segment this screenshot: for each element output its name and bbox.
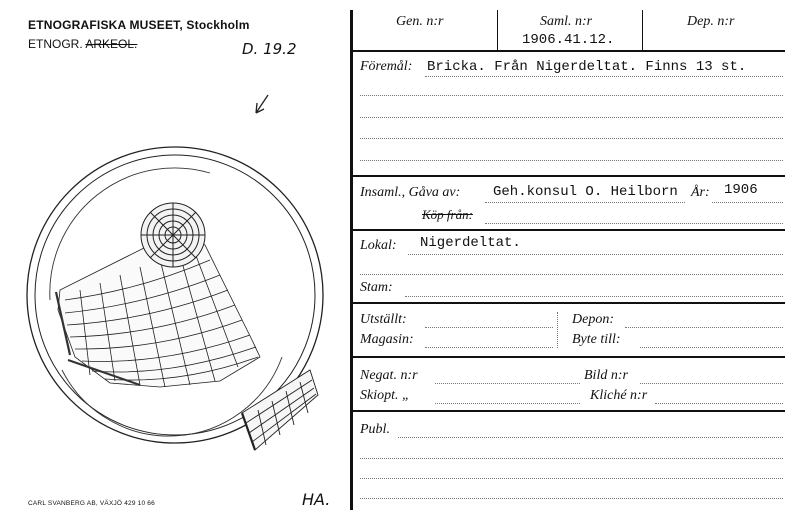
utstallt-label: Utställt: — [360, 312, 407, 327]
dotted-line — [425, 327, 553, 328]
dotted-line — [485, 223, 783, 224]
handwritten-reference: D. 19.2 — [242, 40, 297, 58]
header-divider-2 — [642, 10, 643, 50]
form-left-border — [350, 10, 353, 510]
dotted-line — [712, 202, 783, 203]
saml-label: Saml. n:r — [540, 14, 593, 29]
dotted-line — [360, 498, 783, 499]
rule-insaml — [353, 229, 785, 231]
dotted-line — [360, 95, 783, 96]
rule-utstallt — [353, 356, 785, 358]
dotted-line — [360, 117, 783, 118]
dotted-line — [425, 347, 553, 348]
tray-drawing — [20, 85, 350, 465]
weave-detail-fragment — [242, 370, 318, 450]
ar-value: 1906 — [724, 182, 758, 198]
center-coil — [141, 203, 205, 267]
kliche-label: Kliché n:r — [590, 388, 648, 403]
dotted-line — [408, 254, 783, 255]
depon-label: Depon: — [572, 312, 614, 327]
saml-value: 1906.41.12. — [522, 32, 615, 48]
dep-label: Dep. n:r — [687, 14, 735, 29]
lokal-value: Nigerdeltat. — [420, 235, 521, 251]
dotted-line — [360, 458, 783, 459]
dotted-line — [425, 76, 783, 77]
dotted-line — [360, 138, 783, 139]
department-line — [28, 37, 137, 51]
dotted-line — [435, 403, 580, 404]
byte-label: Byte till: — [572, 332, 621, 347]
department-struck: ARKEOL. — [85, 37, 138, 51]
dotted-line — [625, 327, 783, 328]
dotted-line — [360, 478, 783, 479]
insaml-value: Geh.konsul O. Heilborn — [493, 184, 678, 200]
rule-stam — [353, 302, 785, 304]
dotted-line — [398, 437, 783, 438]
kop-label: Köp från: — [422, 207, 473, 222]
foremal-label: Föremål: — [360, 59, 413, 74]
arrow-mark — [256, 95, 268, 113]
signature: HA. — [302, 490, 331, 509]
dotted-line — [485, 202, 685, 203]
lokal-label: Lokal: — [360, 238, 397, 253]
dotted-line — [655, 403, 783, 404]
publ-label: Publ. — [360, 422, 390, 437]
dotted-line — [405, 296, 783, 297]
bild-label: Bild n:r — [584, 368, 628, 383]
ar-label: År: — [691, 185, 710, 200]
rule-foremal — [353, 175, 785, 177]
printer-imprint: CARL SVANBERG AB, VÄXJÖ 429 10 66 — [28, 500, 155, 507]
header-divider-1 — [497, 10, 498, 50]
negat-label: Negat. n:r — [360, 368, 418, 383]
stam-label: Stam: — [360, 280, 393, 295]
rule-negat — [353, 410, 785, 412]
dotted-line — [640, 347, 783, 348]
dotted-line — [435, 383, 580, 384]
insaml-label: Insaml., Gåva av: — [360, 185, 461, 200]
dotted-line — [640, 383, 783, 384]
dotted-line — [360, 160, 783, 161]
utstallt-divider — [557, 312, 559, 348]
museum-name: ETNOGRAFISKA MUSEET, Stockholm — [28, 18, 250, 32]
department-prefix: ETNOGR. — [28, 37, 83, 51]
rule-header — [353, 50, 785, 52]
foremal-value: Bricka. Från Nigerdeltat. Finns 13 st. — [427, 59, 747, 75]
gen-label: Gen. n:r — [396, 14, 444, 29]
skiopt-label: Skiopt. „ — [360, 388, 410, 403]
dotted-line — [360, 274, 783, 275]
magasin-label: Magasin: — [360, 332, 414, 347]
